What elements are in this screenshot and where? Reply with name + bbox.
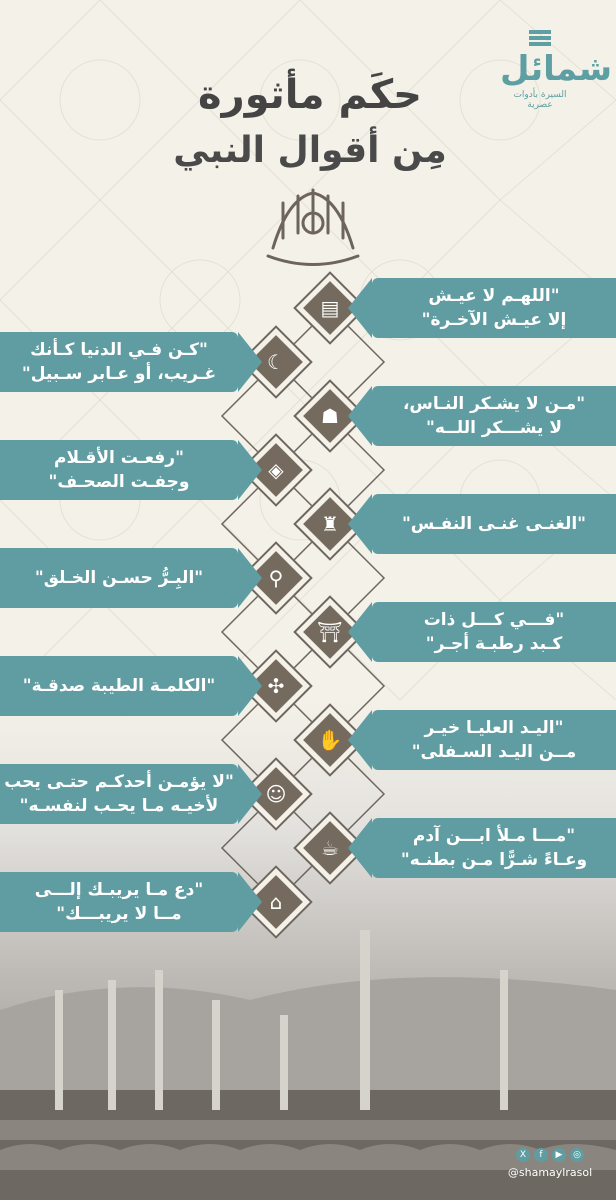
quote-line: "الكلمـة الطيبة صدقـة"	[22, 676, 216, 696]
quote-box	[372, 818, 616, 878]
calligraphy-emblem	[258, 178, 368, 268]
page-subtitle: مِن أقوال النبي	[173, 130, 447, 171]
book-icon: ▤	[320, 296, 340, 320]
water-tap-icon: ⚲	[268, 566, 284, 590]
quote-line: كـبد رطبـة أجـر"	[425, 634, 563, 654]
quote-box	[0, 440, 238, 500]
quote-line: "الغنـى غنـى النفـس"	[401, 514, 587, 534]
brand-tagline: السيرة بأدوات عصرية	[513, 90, 567, 110]
quote-line: "كـن فـي الدنيا كـأنك	[30, 340, 208, 360]
quote-box	[372, 494, 616, 554]
instagram-icon[interactable]: ◎	[570, 1148, 584, 1162]
quote-line: لأخيـه مـا يحـب لنفسـه"	[19, 796, 219, 816]
food-icon: ☕	[321, 836, 339, 860]
quote-line: "دع مـا يريبـك إلـــى	[34, 880, 204, 900]
people-icon: ☺	[265, 782, 287, 806]
quran-icon: ◈	[268, 458, 284, 482]
quote-line: لا يشـــكر اللــه"	[425, 418, 562, 438]
door-icon: ⛩	[317, 620, 343, 644]
quote-box	[0, 872, 238, 932]
quote-line: غـريب، أو عـابر سـبيل"	[21, 364, 217, 384]
quote-line: إلا عيـش الآخـرة"	[421, 310, 567, 330]
prayer-icon: ☗	[321, 404, 339, 428]
quote-line: "رفعـت الأقـلام	[54, 448, 184, 468]
quote-box	[0, 656, 238, 716]
quote-box	[372, 710, 616, 770]
quote-line: وعـاءً شـرًّا مـن بطنـه"	[400, 850, 588, 870]
lantern-icon: ♜	[321, 512, 339, 536]
brand-logo	[500, 30, 613, 110]
quote-box	[0, 332, 238, 392]
quote-box	[0, 764, 238, 824]
facebook-icon[interactable]: f	[534, 1148, 548, 1162]
ornament-icon: ✣	[267, 674, 285, 698]
social-links	[500, 1148, 600, 1179]
youtube-icon[interactable]: ▶	[552, 1148, 566, 1162]
quote-line: "مـن لا يشـكر النـاس،	[402, 394, 586, 414]
quote-line: "فـــي كـــل ذات	[423, 610, 565, 630]
quotes-network	[0, 270, 616, 950]
quote-box	[0, 548, 238, 608]
mosque-icon: ⌂	[269, 890, 283, 914]
crescent-icon: ☾	[267, 350, 285, 374]
quote-box	[372, 278, 616, 338]
quote-line: وجفـت الصحـف"	[48, 472, 190, 492]
logo-bars	[529, 30, 551, 46]
page-title: حكَم مأثورة	[198, 72, 422, 118]
quote-line: "اليـد العليـا خيـر	[424, 718, 564, 738]
quote-line: مــا لا يريبـــك"	[56, 904, 182, 924]
quote-box	[372, 386, 616, 446]
quote-box	[372, 602, 616, 662]
quote-line: "لا يؤمـن أحدكـم حتـى يحب	[4, 772, 234, 792]
quote-line: "مـــا مـلأ ابـــن آدم	[412, 826, 576, 846]
quote-line: مــن اليـد السـفلى"	[411, 742, 577, 762]
giving-hand-icon: ✋	[317, 728, 343, 752]
x-icon[interactable]: X	[516, 1148, 530, 1162]
brand-name: شمائل	[500, 49, 613, 89]
quote-line: "اللهـم لا عيـش	[428, 286, 560, 306]
quote-line: "البِـرُّ حسـن الخـلق"	[34, 568, 204, 588]
social-handle[interactable]: @shamaylrasol	[507, 1166, 593, 1179]
